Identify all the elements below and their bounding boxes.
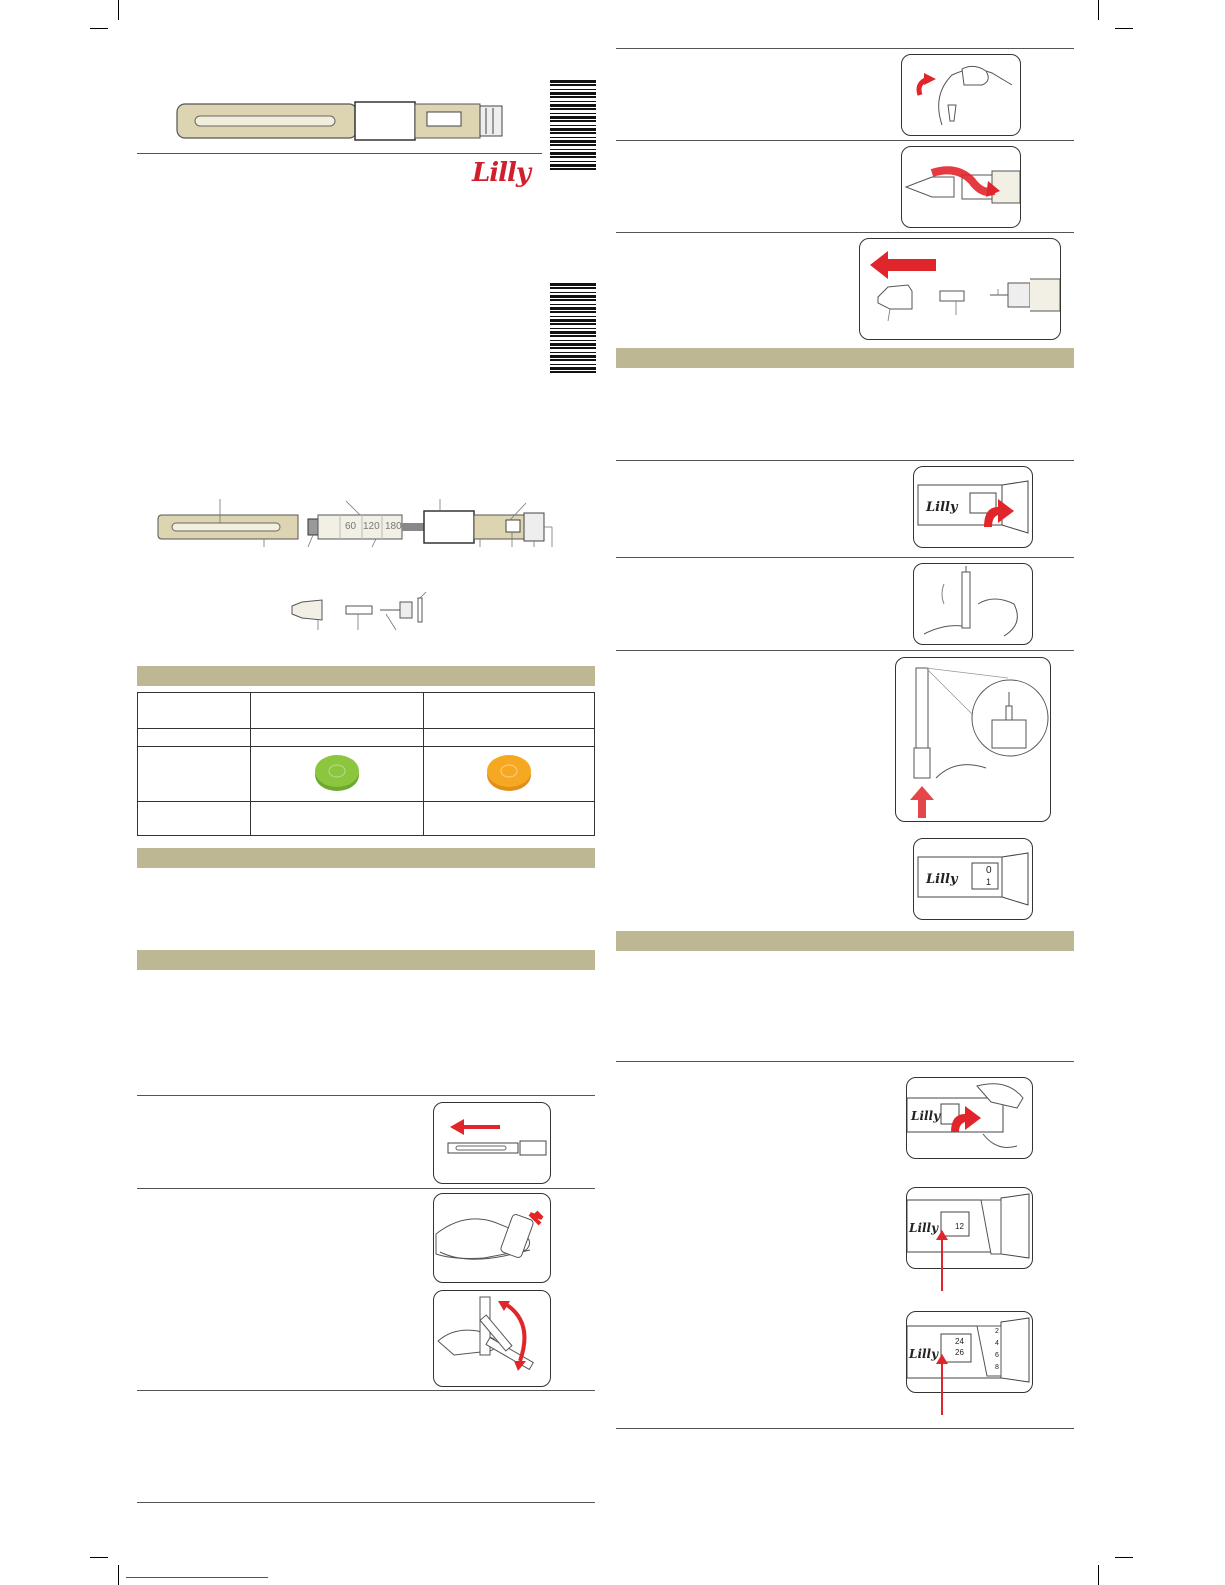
barcode-bar [550, 113, 596, 114]
barcode-bar [550, 319, 596, 322]
barcode-bar [550, 367, 596, 370]
dial-scale-6: 6 [995, 1352, 999, 1359]
barcode-bar [550, 132, 596, 134]
barcode-bar [550, 352, 596, 353]
step-image-dial-zero [913, 838, 1033, 920]
cartridge-scale-120: 120 [363, 521, 380, 532]
barcode-bar [550, 116, 596, 119]
step-image-dose-12 [906, 1187, 1033, 1269]
barcode-bar [550, 140, 596, 143]
barcode-bar [550, 311, 596, 313]
rule [616, 460, 1074, 461]
barcode-bar [550, 101, 596, 102]
needle-parts-diagram [288, 592, 433, 634]
pen-parts-diagram [150, 495, 570, 555]
barcode-bar [550, 295, 596, 298]
step-image-dial-pull [906, 1077, 1033, 1159]
section-band-2 [137, 848, 595, 868]
table-row [138, 747, 595, 802]
step-image-remove-seal [901, 54, 1021, 136]
rule [616, 140, 1074, 141]
crop-mark [1098, 0, 1099, 20]
table-row [138, 729, 595, 747]
barcode-bar [550, 92, 596, 95]
dial-readout-one: 1 [986, 877, 992, 887]
barcode-bar [550, 120, 596, 122]
pointer-arrowhead-12 [936, 1230, 948, 1240]
barcode-bar [550, 335, 596, 337]
pointer-arrowhead-25 [936, 1354, 948, 1364]
cartridge-scale-60: 60 [345, 521, 357, 532]
barcode-bar [550, 104, 596, 107]
dial-readout-24: 24 [955, 1337, 964, 1346]
barcode-bar [550, 292, 596, 293]
barcode-bar [550, 331, 596, 334]
crop-mark [90, 28, 108, 29]
section-band-3 [137, 950, 595, 970]
crop-mark [118, 0, 119, 20]
barcode-bar [550, 164, 596, 167]
barcode-bar [550, 347, 596, 349]
rule [616, 48, 1074, 49]
rule [137, 1502, 595, 1503]
barcode-bar [550, 89, 596, 90]
green-dial-button [312, 751, 362, 793]
barcode-bar [550, 149, 596, 150]
rule [616, 1428, 1074, 1429]
barcode-bar [550, 355, 596, 358]
comparison-table [137, 692, 595, 836]
barcode-1 [550, 80, 596, 172]
pen-illustration-top [175, 96, 515, 146]
barcode-bar [550, 168, 596, 170]
orange-dial-button [484, 751, 534, 793]
svg-text:Lilly: Lilly [926, 500, 958, 515]
crop-mark [90, 1557, 108, 1558]
rule [616, 1061, 1074, 1062]
link-underline[interactable] [126, 1577, 268, 1578]
barcode-bar [550, 340, 596, 341]
dial-scale-2: 2 [995, 1328, 999, 1335]
barcode-bar [550, 283, 596, 286]
barcode-bar [550, 144, 596, 146]
table-row [138, 693, 595, 729]
barcode-bar [550, 359, 596, 361]
rule [616, 232, 1074, 233]
barcode-bar [550, 328, 596, 329]
crop-mark [1115, 28, 1133, 29]
rule [137, 1188, 595, 1189]
crop-mark [1115, 1557, 1133, 1558]
step-image-dose-25 [906, 1311, 1033, 1393]
barcode-bar [550, 80, 596, 83]
barcode-bar [550, 343, 596, 346]
barcode-bar [550, 125, 596, 126]
barcode-bar [550, 156, 596, 158]
barcode-bar [550, 307, 596, 310]
barcode-bar [550, 371, 596, 373]
step-image-roll-pen [433, 1193, 551, 1283]
svg-text:Lilly: Lilly [911, 1109, 941, 1123]
barcode-bar [550, 161, 596, 162]
barcode-bar [550, 316, 596, 317]
step-image-tip-pen [433, 1290, 551, 1387]
dial-scale-4: 4 [995, 1340, 999, 1347]
barcode-bar [550, 152, 596, 155]
barcode-2 [550, 283, 596, 373]
rule [616, 650, 1074, 651]
barcode-bar [550, 108, 596, 110]
barcode-bar [550, 304, 596, 305]
brand-logo: Lilly [472, 158, 531, 188]
svg-text:Lilly: Lilly [909, 1347, 939, 1361]
rule [137, 1095, 595, 1096]
svg-text:Lilly: Lilly [926, 872, 958, 887]
pointer-line-12 [941, 1233, 943, 1291]
barcode-bar [550, 323, 596, 325]
section-band-4 [616, 348, 1074, 368]
barcode-bar [550, 84, 596, 86]
svg-text:Lilly: Lilly [909, 1221, 939, 1235]
pointer-line-25 [941, 1357, 943, 1415]
rule [137, 1390, 595, 1391]
dial-readout-zero: 0 [986, 865, 992, 876]
section-band-1 [137, 666, 595, 686]
step-image-needle-caps [859, 238, 1061, 340]
barcode-bar [550, 96, 596, 98]
barcode-bar [550, 364, 596, 365]
step-image-push-button [895, 657, 1051, 822]
barcode-bar [550, 128, 596, 131]
crop-mark [1098, 1565, 1099, 1585]
barcode-bar [550, 137, 596, 138]
rule [616, 557, 1074, 558]
step-image-tap-cartridge [913, 563, 1033, 645]
header-rule [137, 153, 542, 154]
crop-mark [118, 1565, 119, 1585]
step-image-dial-prime [913, 466, 1033, 548]
dial-scale-8: 8 [995, 1364, 999, 1371]
step-image-remove-cap [433, 1102, 551, 1184]
cartridge-scale-180: 180 [385, 521, 402, 532]
section-band-5 [616, 931, 1074, 951]
barcode-bar [550, 287, 596, 289]
dial-readout-12: 12 [955, 1222, 964, 1231]
step-image-attach-needle [901, 146, 1021, 228]
table-row [138, 802, 595, 836]
barcode-bar [550, 299, 596, 301]
dial-readout-26: 26 [955, 1348, 964, 1357]
